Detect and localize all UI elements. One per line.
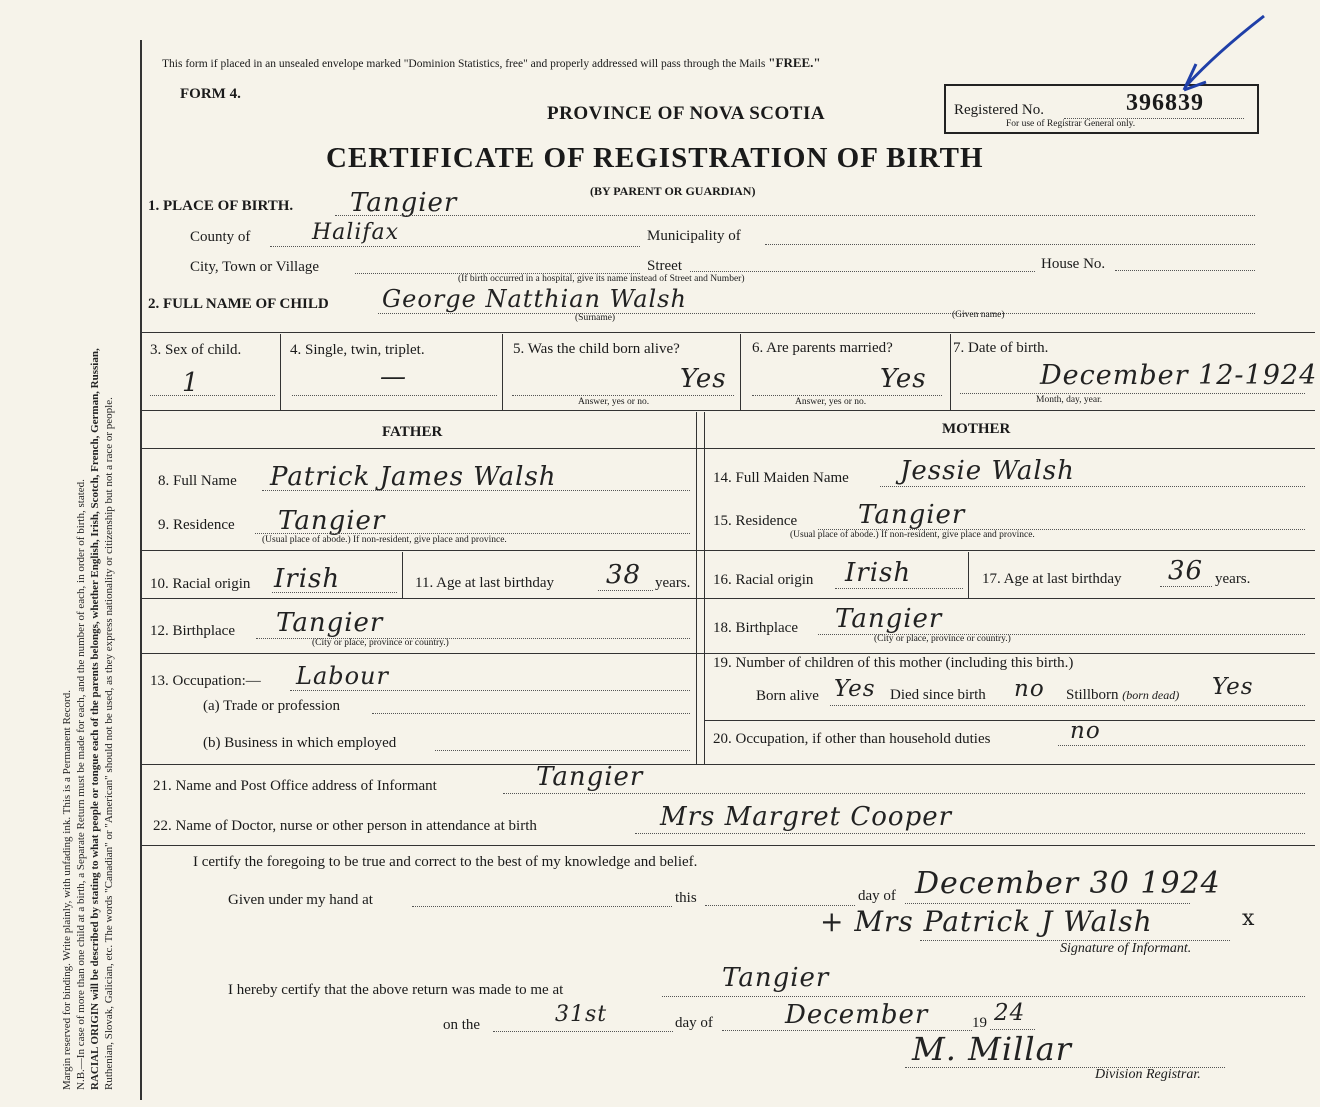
father-birthplace-note: (City or place, province or country.) — [312, 638, 449, 648]
stillborn-value: Yes — [1212, 674, 1254, 700]
on-the-label: on the — [443, 1017, 481, 1033]
father-name-value: Patrick James Walsh — [270, 462, 557, 492]
father-occupation-label: 13. Occupation:— — [150, 673, 261, 689]
date-of-birth-note: Month, day, year. — [1036, 395, 1103, 405]
house-number-label: House No. — [1041, 256, 1106, 272]
city-label: City, Town or Village — [190, 259, 320, 275]
certify-statement: I certify the foregoing to be true and correct to the best of my knowledge and belief. — [193, 854, 698, 870]
place-of-birth-label: 1. PLACE OF BIRTH. — [148, 198, 294, 214]
registrar-day-of-label: day of — [675, 1015, 713, 1031]
child-name-label: 2. FULL NAME OF CHILD — [148, 296, 329, 312]
margin-line-2: N.B.—In case of more than one child at a birth, a Separate Return must be made for each, and the number of each, in order of birth, stated. — [75, 479, 87, 1090]
father-racial-origin-label: 10. Racial origin — [150, 576, 251, 592]
given-name-note: (Given name) — [952, 310, 1005, 320]
born-alive-note: Answer, yes or no. — [578, 397, 650, 407]
mother-occupation-value: no — [1070, 718, 1101, 744]
margin-line-1: Margin reserved for binding. Write plainly, with unfading ink. This is a Permanent Record. — [61, 690, 73, 1090]
registrar-signature: M. Millar — [912, 1030, 1072, 1068]
registrar-statement: I hereby certify that the above return was made to me at — [228, 982, 564, 998]
parents-married-label: 6. Are parents married? — [752, 340, 893, 356]
registrar-caption: Division Registrar. — [1095, 1067, 1201, 1082]
stillborn-label: Stillborn (born dead) — [1066, 687, 1180, 703]
county-value: Halifax — [312, 220, 400, 245]
father-years-label: years. — [655, 575, 691, 591]
certificate-title: CERTIFICATE OF REGISTRATION OF BIRTH — [326, 142, 984, 174]
province-heading: PROVINCE OF NOVA SCOTIA — [547, 103, 826, 124]
father-residence-value: Tangier — [278, 506, 386, 536]
x-mark: x — [1242, 906, 1256, 931]
mother-birthplace-value: Tangier — [835, 604, 943, 634]
form-number: FORM 4. — [180, 86, 241, 102]
binding-margin-line — [140, 40, 142, 1100]
born-alive-value: Yes — [680, 364, 727, 394]
father-racial-origin-value: Irish — [274, 564, 341, 594]
margin-instructions — [60, 10, 116, 1090]
registrar-year-value: 24 — [994, 1000, 1026, 1026]
margin-line-4: Ruthenian, Slovak, Galician, etc. The words "Canadian" or "American" should not be used, as they express nationality or citizenship but not a race or people. — [103, 397, 115, 1090]
single-twin-value: — — [380, 362, 407, 392]
given-date-value: December 30 1924 — [915, 866, 1221, 901]
registered-number: 396839 — [1126, 90, 1204, 116]
child-name-value: George Natthian Walsh — [382, 285, 687, 313]
mother-birthplace-label: 18. Birthplace — [713, 620, 798, 636]
mother-residence-note: (Usual place of abode.) If non-resident, give place and province. — [790, 530, 1035, 540]
date-of-birth-label: 7. Date of birth. — [953, 340, 1049, 356]
business-label: (b) Business in which employed — [203, 735, 397, 751]
died-since-birth-value: no — [1014, 676, 1045, 702]
father-age-label: 11. Age at last birthday — [415, 575, 554, 591]
mother-occupation-label: 20. Occupation, if other than household duties — [713, 731, 991, 747]
signature-caption: Signature of Informant. — [1060, 941, 1192, 956]
father-birthplace-label: 12. Birthplace — [150, 623, 235, 639]
registrar-day-value: 31st — [555, 1002, 608, 1027]
born-alive-count-label: Born alive — [756, 688, 819, 704]
informant-signature: + Mrs Patrick J Walsh — [820, 905, 1153, 938]
died-since-birth-label: Died since birth — [890, 687, 986, 703]
county-label: County of — [190, 229, 251, 245]
mother-residence-label: 15. Residence — [713, 513, 798, 529]
municipality-label: Municipality of — [647, 228, 741, 244]
certificate-subtitle: (BY PARENT OR GUARDIAN) — [590, 184, 756, 198]
mother-age-value: 36 — [1168, 556, 1204, 586]
given-day-of-label: day of — [858, 888, 896, 904]
father-name-label: 8. Full Name — [158, 473, 237, 489]
informant-value: Tangier — [536, 762, 644, 792]
father-residence-note: (Usual place of abode.) If non-resident, give place and province. — [262, 535, 507, 545]
mother-birthplace-note: (City or place, province or country.) — [874, 634, 1011, 644]
mother-age-label: 17. Age at last birthday — [982, 571, 1122, 587]
doctor-value: Mrs Margret Cooper — [660, 802, 953, 832]
father-age-value: 38 — [606, 560, 642, 590]
father-occupation-value: Labour — [296, 662, 389, 690]
registered-label: Registered No. — [954, 102, 1044, 118]
registrar-place-value: Tangier — [722, 963, 830, 993]
parents-married-value: Yes — [880, 364, 927, 394]
year-prefix: 19 — [972, 1015, 987, 1031]
informant-label: 21. Name and Post Office address of Informant — [153, 778, 437, 794]
trade-label: (a) Trade or profession — [203, 698, 341, 714]
mail-notice: This form if placed in an unsealed envelope marked "Dominion Statistics, free" and properly addressed will pass through the Mails "FREE." — [162, 55, 821, 70]
mother-name-label: 14. Full Maiden Name — [713, 470, 849, 486]
father-heading: FATHER — [382, 424, 443, 440]
doctor-label: 22. Name of Doctor, nurse or other person in attendance at birth — [153, 818, 537, 834]
father-birthplace-value: Tangier — [276, 608, 384, 638]
hospital-note: (If birth occurred in a hospital, give its name instead of Street and Number) — [458, 274, 745, 284]
mother-name-value: Jessie Walsh — [900, 456, 1075, 486]
margin-line-3: RACIAL ORIGIN will be described by stating to what people or tongue each of the parents belongs, whether English, Irish, Scotch, French, German, Russian, — [89, 348, 101, 1090]
single-twin-label: 4. Single, twin, triplet. — [290, 342, 425, 358]
given-under-hand-label: Given under my hand at — [228, 892, 373, 908]
mother-heading: MOTHER — [942, 421, 1011, 437]
registrar-note: For use of Registrar General only. — [1006, 119, 1136, 129]
mother-racial-origin-value: Irish — [845, 558, 912, 588]
this-label: this — [675, 890, 697, 906]
sex-value: 1 — [182, 368, 200, 398]
parents-married-note: Answer, yes or no. — [795, 397, 867, 407]
mother-racial-origin-label: 16. Racial origin — [713, 572, 814, 588]
mother-children-label: 19. Number of children of this mother (including this birth.) — [713, 655, 1074, 671]
father-residence-label: 9. Residence — [158, 517, 235, 533]
registrar-month-value: December — [785, 1000, 929, 1030]
born-alive-label: 5. Was the child born alive? — [513, 341, 680, 357]
place-of-birth-value: Tangier — [350, 188, 458, 218]
check-mark-icon — [1178, 12, 1268, 94]
mother-residence-value: Tangier — [858, 500, 966, 530]
street-label: Street — [647, 258, 682, 274]
sex-label: 3. Sex of child. — [150, 342, 242, 358]
born-alive-count-value: Yes — [834, 676, 876, 702]
date-of-birth-value: December 12-1924 — [1040, 360, 1318, 391]
mother-years-label: years. — [1215, 571, 1251, 587]
surname-note: (Surname) — [575, 313, 616, 323]
